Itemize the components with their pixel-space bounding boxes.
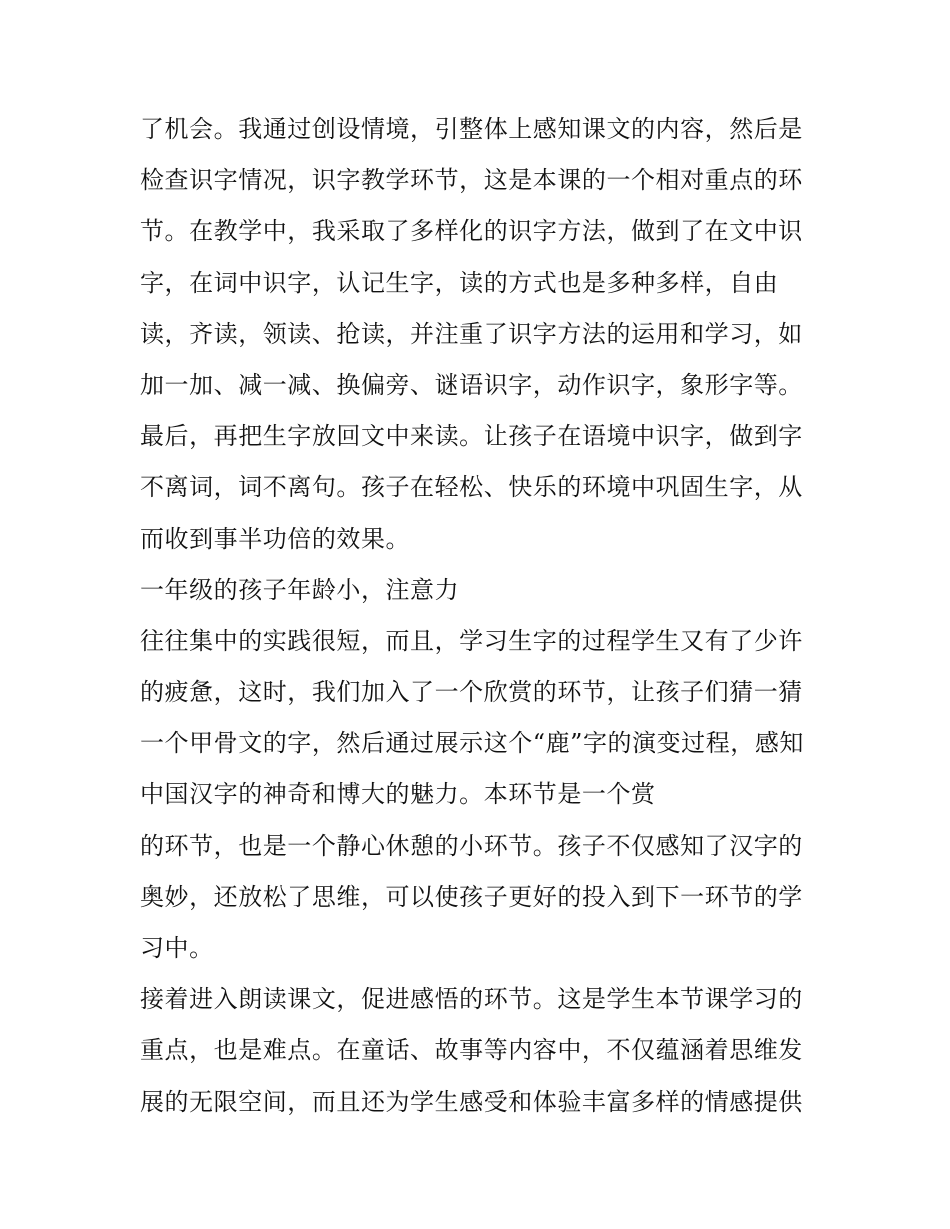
text-line: 重点，也是难点。在童话、故事等内容中，不仅蕴涵着思维发 — [140, 1036, 803, 1065]
text-line: 中国汉字的神奇和博大的魅力。本环节是一个赏 — [140, 780, 656, 809]
text-line: 了机会。我通过创设情境，引整体上感知课文的内容，然后是 — [140, 115, 803, 143]
text-line: 的疲惫，这时，我们加入了一个欣赏的环节，让孩子们猜一猜 — [140, 678, 803, 707]
text-line: 节。在教学中，我采取了多样化的识字方法，做到了在文中识 — [140, 217, 803, 246]
text-line: 而收到事半功倍的效果。 — [140, 524, 411, 553]
text-line: 展的无限空间，而且还为学生感受和体验丰富多样的情感提供 — [140, 1087, 803, 1116]
text-line: 奥妙，还放松了思维，可以使孩子更好的投入到下一环节的学 — [140, 882, 803, 911]
text-line: 读，齐读，领读、抢读，并注重了识字方法的运用和学习，如 — [140, 319, 803, 348]
text-line: 一个甲骨文的字，然后通过展示这个“鹿”字的演变过程，感知 — [140, 729, 804, 758]
text-line: 习中。 — [140, 934, 214, 962]
text-line: 一年级的孩子年龄小，注意力 — [140, 575, 460, 604]
text-line: 检查识字情况，识字教学环节，这是本课的一个相对重点的环 — [140, 166, 803, 195]
text-line: 往往集中的实践很短，而且，学习生字的过程学生又有了少许 — [140, 626, 803, 655]
text-line: 不离词，词不离句。孩子在轻松、快乐的环境中巩固生字，从 — [140, 473, 803, 502]
text-line: 最后，再把生字放回文中来读。让孩子在语境中识字，做到字 — [140, 422, 803, 451]
text-line: 加一加、减一减、换偏旁、谜语识字，动作识字，象形字等。 — [140, 370, 803, 399]
text-line: 字，在词中识字，认记生字，读的方式也是多种多样，自由 — [140, 268, 779, 297]
text-line: 的环节，也是一个静心休憩的小环节。孩子不仅感知了汉字的 — [140, 831, 803, 860]
body-text — [140, 104, 820, 1128]
text-line: 接着进入朗读课文，促进感悟的环节。这是学生本节课学习的 — [140, 985, 803, 1014]
